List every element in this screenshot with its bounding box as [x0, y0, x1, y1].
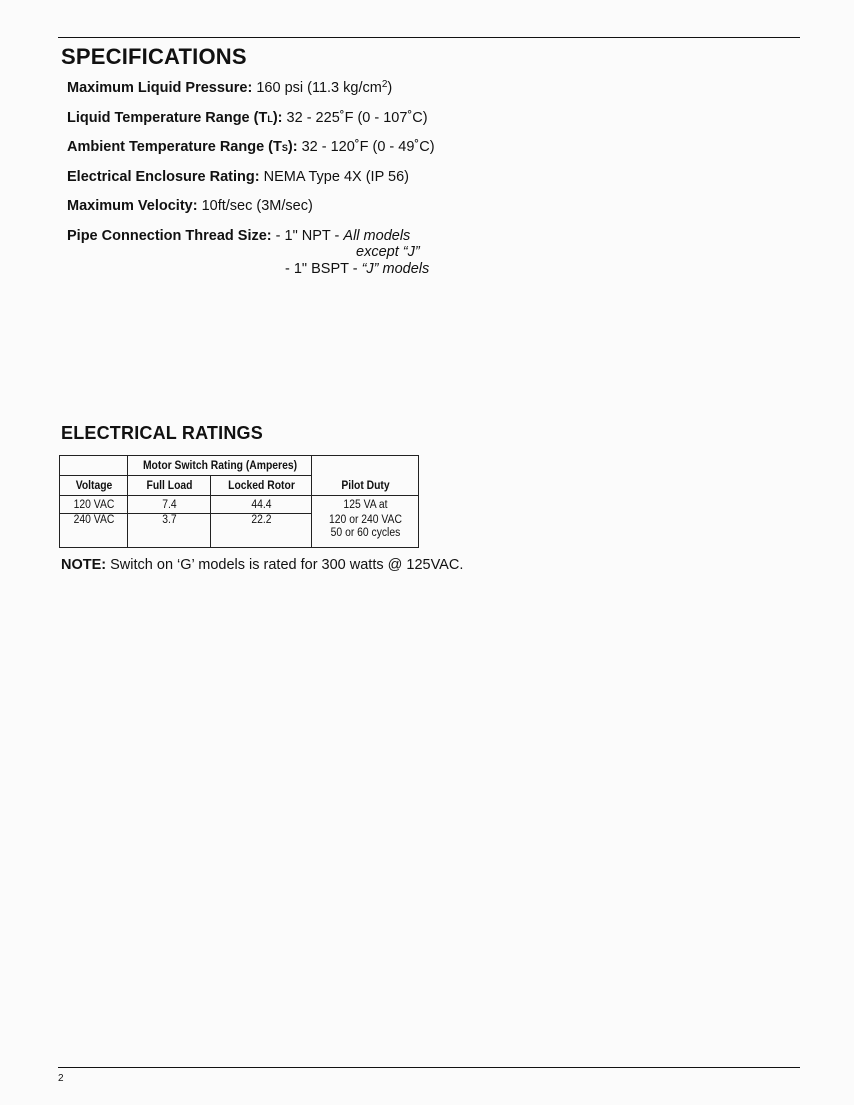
spec-value-npt: - 1" NPT -: [275, 228, 344, 244]
electrical-note: [61, 557, 463, 573]
table-header-full-load: Full Load: [132, 476, 207, 496]
spec-label: Maximum Liquid Pressure:: [67, 80, 253, 96]
spec-max-liquid-pressure: [67, 80, 392, 96]
spec-value: NEMA Type 4X (IP 56): [263, 169, 409, 185]
spec-value-npt-models: All models: [343, 228, 411, 244]
spec-pipe-npt-exception: [356, 244, 420, 260]
table-header-empty: [63, 456, 124, 476]
spec-value: 32 - 120˚F (0 - 49˚C): [301, 139, 435, 155]
table-header-locked-rotor: Locked Rotor: [216, 476, 307, 496]
table-cell-pilot-duty-cont: [317, 514, 413, 548]
table-row: [60, 514, 419, 548]
table-group-header: Motor Switch Rating (Amperes): [137, 456, 303, 476]
table-row: [60, 496, 419, 514]
table-header-voltage: Voltage: [63, 476, 124, 496]
page-number: 2: [58, 1073, 64, 1084]
spec-ambient-temperature-range: [67, 139, 435, 155]
spec-label-subscript: S: [281, 143, 288, 153]
table-cell-full-load: 7.4: [132, 496, 207, 514]
table-cell-locked-rotor: 22.2: [216, 514, 307, 548]
spec-value: 10ft/sec (3M/sec): [201, 198, 313, 214]
table-cell-full-load: 3.7: [132, 514, 207, 548]
spec-pipe-connection-thread-size: [67, 228, 410, 244]
note-text: Switch on ‘G’ models is rated for 300 watts @ 125VAC.: [110, 557, 464, 573]
spec-electrical-enclosure-rating: [67, 169, 409, 185]
spec-maximum-velocity: [67, 198, 313, 214]
spec-liquid-temperature-range: [67, 110, 428, 126]
electrical-ratings-heading: ELECTRICAL RATINGS: [61, 423, 263, 443]
table-cell-voltage: 120 VAC: [63, 496, 124, 514]
table-cell-locked-rotor: 44.4: [216, 496, 307, 514]
top-rule: [58, 37, 800, 38]
specifications-heading: SPECIFICATIONS: [61, 44, 247, 69]
spec-value: 160 psi (11.3 kg/cm: [256, 80, 382, 96]
spec-label: [67, 110, 283, 126]
spec-value-bspt-models: “J” models: [361, 261, 430, 277]
spec-label-text: Ambient Temperature Range (T: [67, 139, 282, 155]
bottom-rule: [58, 1067, 800, 1068]
spec-value: 32 - 225˚F (0 - 107˚C): [286, 110, 428, 126]
table-cell-voltage: 240 VAC: [63, 514, 124, 548]
spec-label-subscript: L: [267, 114, 273, 124]
spec-value-bspt: - 1" BSPT -: [285, 261, 362, 277]
spec-label: Electrical Enclosure Rating:: [67, 169, 260, 185]
electrical-ratings-table: [59, 455, 419, 548]
spec-label-text: Liquid Temperature Range (T: [67, 110, 268, 126]
spec-value-close: ): [387, 80, 393, 96]
note-label: NOTE:: [61, 557, 107, 573]
spec-superscript: 2: [381, 79, 388, 90]
table-header-pilot-duty: Pilot Duty: [317, 456, 413, 496]
table-cell-pilot-duty-line1: 125 VA at: [317, 496, 413, 514]
spec-label: Pipe Connection Thread Size:: [67, 228, 272, 244]
spec-pipe-bspt: [285, 261, 429, 277]
spec-label-close: ):: [272, 110, 283, 126]
pilot-duty-line2: 120 or 240 VAC: [328, 513, 402, 526]
spec-label: [67, 139, 298, 155]
spec-label-close: ):: [287, 139, 298, 155]
pilot-duty-line3: 50 or 60 cycles: [330, 526, 400, 539]
spec-value-exception: except “J”: [356, 244, 420, 260]
spec-label: Maximum Velocity:: [67, 198, 198, 214]
